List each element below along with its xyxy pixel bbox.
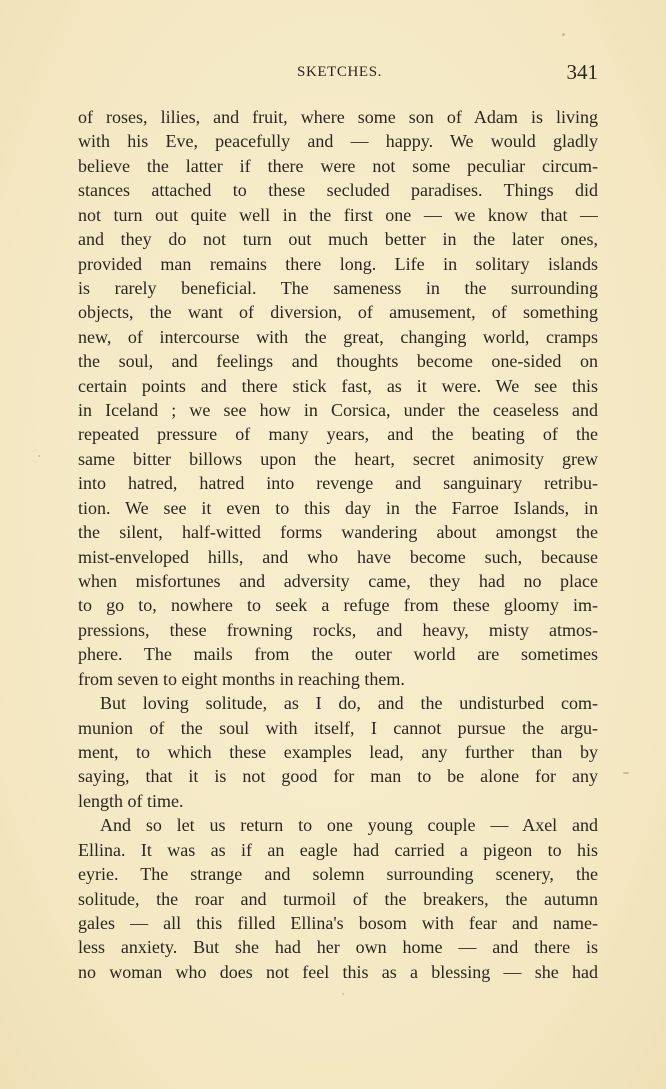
paragraph	[78, 813, 598, 984]
text-line: gales — all this filled Ellina's bosom with fear and name-	[78, 912, 598, 933]
text-line: stances attached to these secluded paradises. Things did	[78, 180, 598, 201]
text-line: in Iceland ; we see how in Corsica, under the ceaseless and	[78, 400, 598, 421]
text-line: tion. We see it even to this day in the Farroe Islands, in	[78, 497, 598, 518]
paper-speck	[342, 993, 344, 995]
text-line: eyrie. The strange and solemn surrounding scenery, the	[78, 864, 598, 885]
paper-speck	[38, 455, 40, 457]
paragraph	[78, 105, 598, 691]
text-line: And so let us return to one young couple — Axel and	[100, 815, 598, 836]
text-line: and they do not turn out much better in the later ones,	[78, 229, 598, 250]
text-line: objects, the want of diversion, of amusement, of something	[78, 302, 598, 323]
text-line: same bitter billows upon the heart, secret animosity grew	[78, 448, 598, 469]
text-line: is rarely beneficial. The sameness in the surrounding	[78, 277, 598, 298]
text-line: ment, to which these examples lead, any further than by	[78, 741, 598, 762]
paragraph	[78, 691, 598, 813]
text-line: not turn out quite well in the first one — we know that —	[78, 204, 598, 225]
text-line: Ellina. It was as if an eagle had carried a pigeon to his	[78, 839, 598, 860]
paper-speck	[623, 772, 629, 774]
running-head: SKETCHES.	[297, 64, 382, 80]
text-line: munion of the soul with itself, I cannot pursue the argu-	[78, 717, 598, 738]
text-line: no woman who does not feel this as a blessing — she had	[78, 961, 598, 982]
text-line: provided man remains there long. Life in solitary islands	[78, 253, 598, 274]
text-line: phere. The mails from the outer world are sometimes	[78, 644, 598, 665]
paper-speck	[562, 33, 565, 36]
body-text	[78, 105, 598, 984]
text-line: pressions, these frowning rocks, and heavy, misty atmos-	[78, 619, 598, 640]
text-line: the soul, and feelings and thoughts become one-sided on	[78, 351, 598, 372]
text-line: of roses, lilies, and fruit, where some son of Adam is living	[78, 107, 598, 127]
text-line: mist-enveloped hills, and who have become such, because	[78, 546, 598, 567]
text-line: certain points and there stick fast, as it were. We see this	[78, 375, 598, 396]
text-line: into hatred, hatred into revenge and sanguinary retribu-	[78, 473, 598, 494]
text-line: from seven to eight months in reaching them.	[78, 668, 405, 689]
text-line: to go to, nowhere to seek a refuge from these gloomy im-	[78, 595, 598, 616]
text-line: saying, that it is not good for man to be alone for any	[78, 766, 598, 787]
text-line: less anxiety. But she had her own home — and there is	[78, 937, 598, 958]
text-line: with his Eve, peacefully and — happy. We would gladly	[78, 131, 598, 152]
text-line: solitude, the roar and turmoil of the breakers, the autumn	[78, 888, 598, 909]
text-line: new, of intercourse with the great, changing world, cramps	[78, 326, 598, 347]
text-line: But loving solitude, as I do, and the undisturbed com-	[100, 693, 598, 714]
text-line: length of time.	[78, 790, 184, 811]
text-line: when misfortunes and adversity came, they had no place	[78, 571, 598, 592]
text-line: believe the latter if there were not some peculiar circum-	[78, 155, 598, 176]
text-line: the silent, half-witted forms wandering about amongst the	[78, 522, 598, 543]
page-header	[78, 60, 600, 90]
page-number: 341	[566, 60, 598, 84]
text-line: repeated pressure of many years, and the beating of the	[78, 424, 598, 445]
